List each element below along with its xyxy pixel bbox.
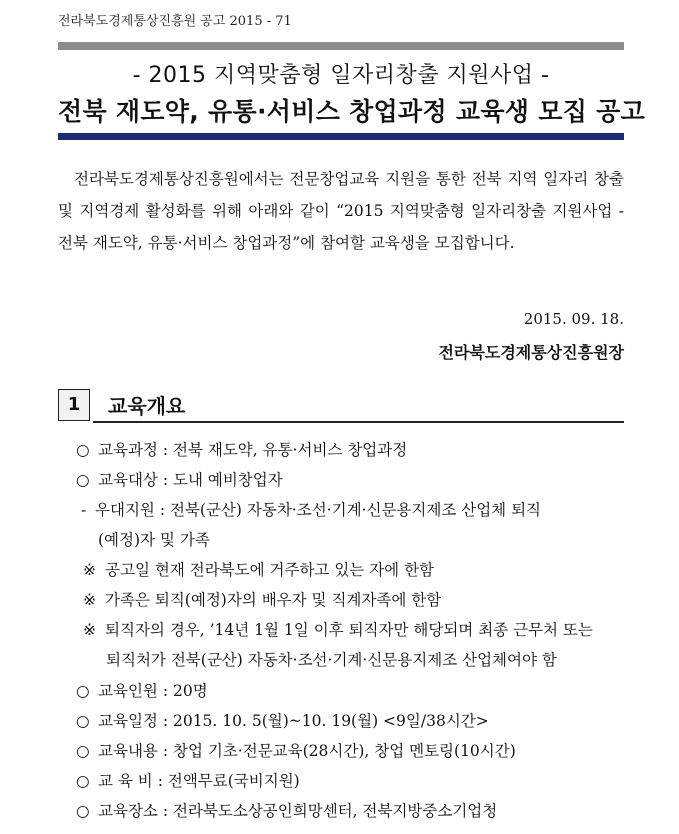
notice-reference-number: 전라북도경제통상진흥원 공고 2015 - 71 [58,14,292,29]
reference-mark: ※ [83,561,96,579]
title-subline: - 2015 지역맞춤형 일자리창출 지원사업 - [132,63,550,88]
notice-date: 2015. 09. 18. [523,310,624,328]
circle-bullet: ○ [76,441,90,459]
item-count-text: 교육인원 : 20명 [98,682,208,700]
circle-bullet: ○ [76,802,90,820]
item-content [76,739,516,761]
circle-bullet: ○ [76,712,90,730]
item-target [76,468,283,490]
note-residence-text: 공고일 현재 전라북도에 거주하고 있는 자에 한함 [105,561,435,579]
title-navy-rule [58,133,624,140]
item-course-text: 교육과정 : 전북 재도약, 유통·서비스 창업과정 [98,441,408,459]
dash-bullet: - [81,501,87,519]
item-schedule-text: 교육일정 : 2015. 10. 5(월)~10. 19(월) <9일/38시간> [98,712,489,730]
reference-mark: ※ [83,621,96,639]
page-title: 전북 재도약, 유통·서비스 창업과정 교육생 모집 공고 [58,97,646,126]
intro-paragraph: 전라북도경제통상진흥원에서는 전문창업교육 지원을 통한 전북 지역 일자리 창출 및 지역경제 활성화를 위해 아래와 같이 “2015 지역맞춤형 일자리창출 지원사업 - 전북 재도약, 유통·서비스 창업과정”에 참여할 교육생을 모집합니다. [58,170,624,252]
item-preference [81,498,541,520]
item-content-text: 교육내용 : 창업 기초·전문교육(28시간), 창업 멘토링(10시간) [98,742,516,760]
item-place-text: 교육장소 : 전라북도소상공인희망센터, 전북지방중소기업청 [98,802,498,820]
item-preference-text: 우대지원 : 전북(군산) 자동차·조선·기계·신문용지제조 산업체 퇴직 [95,501,542,519]
circle-bullet: ○ [76,742,90,760]
section-underline [93,421,624,423]
circle-bullet: ○ [76,471,90,489]
note-retiree-continued: 퇴직처가 전북(군산) 자동차·조선·기계·신문용지제조 산업체여야 함 [106,651,557,669]
section-number-box: 1 [58,389,90,421]
circle-bullet: ○ [76,772,90,790]
section-title: 교육개요 [108,394,186,418]
note-residence [83,558,434,580]
top-gray-rule [58,42,624,50]
note-retiree-text: 퇴직자의 경우, ’14년 1월 1일 이후 퇴직자만 해당되며 최종 근무처 또는 [105,621,593,639]
item-course [76,438,407,460]
item-place [76,799,497,821]
circle-bullet: ○ [76,682,90,700]
reference-mark: ※ [83,591,96,609]
note-family [83,588,441,610]
issuing-organization: 전라북도경제통상진흥원장 [438,343,624,362]
item-preference-continued: (예정)자 및 가족 [98,531,210,549]
item-target-text: 교육대상 : 도내 예비창업자 [98,471,283,489]
note-retiree [83,618,593,640]
item-schedule [76,709,489,731]
item-count [76,679,208,701]
item-fee-text: 교 육 비 : 전액무료(국비지원) [98,772,300,790]
note-family-text: 가족은 퇴직(예정)자의 배우자 및 직계자족에 한함 [105,591,442,609]
item-fee [76,769,300,791]
